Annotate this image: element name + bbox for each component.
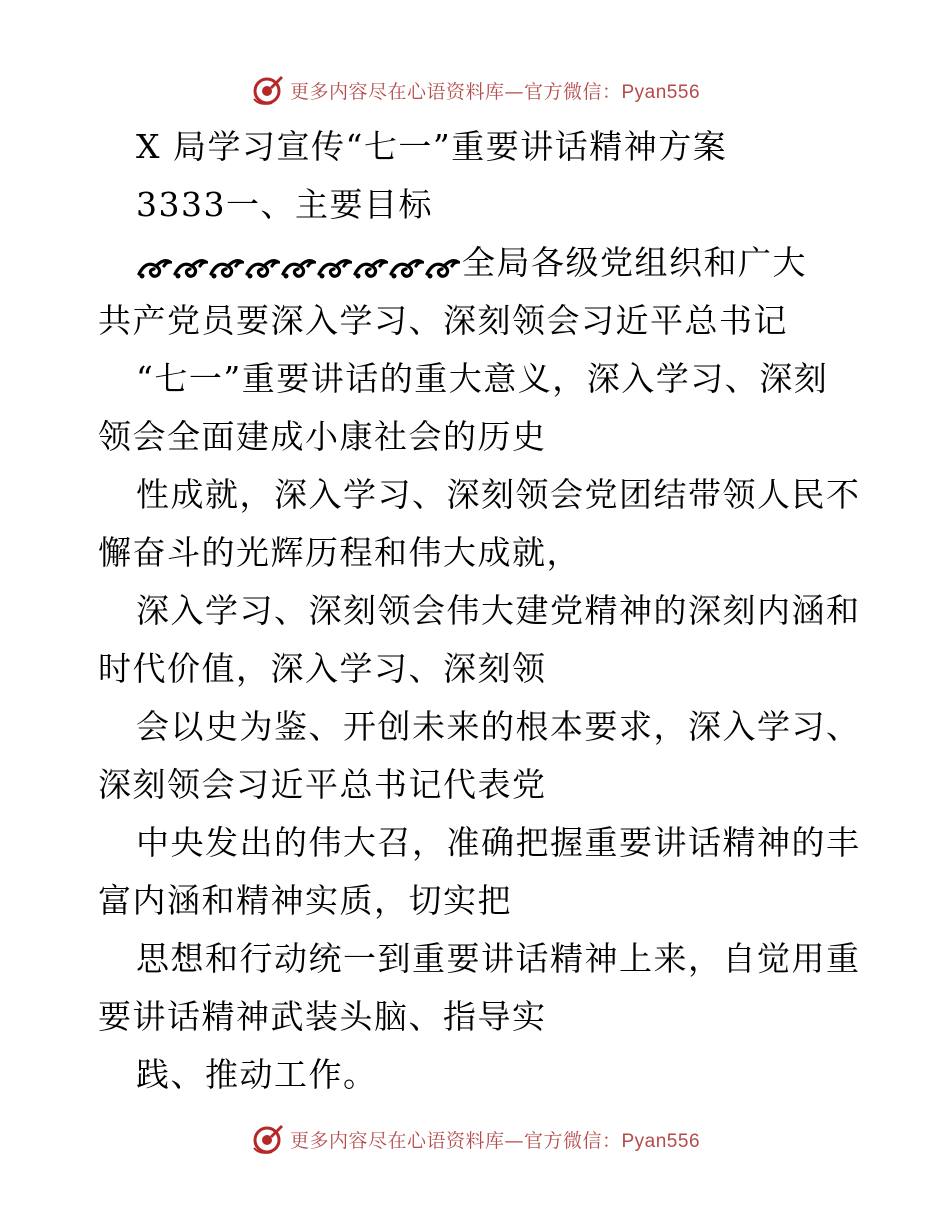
swirl-ornament-icon bbox=[424, 252, 460, 282]
paragraph-line: 深刻领会习近平总书记代表党 bbox=[98, 765, 547, 804]
swirl-ornament-icon bbox=[352, 252, 388, 282]
pen-logo-icon bbox=[250, 1122, 284, 1156]
paragraph-line: 懈奋斗的光辉历程和伟大成就， bbox=[98, 533, 581, 572]
swirl-ornament-icon bbox=[280, 252, 316, 282]
wechat-id: Pyan556 bbox=[621, 1130, 701, 1152]
swirl-ornament-icon bbox=[316, 252, 352, 282]
section-heading: 3333一、主要目标 bbox=[136, 185, 433, 224]
paragraph-line: 中央发出的伟大召，准确把握重要讲话精神的丰 bbox=[136, 823, 861, 862]
paragraph-line: 深入学习、深刻领会伟大建党精神的深刻内涵和 bbox=[136, 591, 861, 630]
paragraph-line: 时代价值，深入学习、深刻领 bbox=[98, 649, 547, 688]
footer-banner bbox=[0, 1119, 950, 1159]
paragraph-line: 会以史为鉴、开创未来的根本要求，深入学习、 bbox=[136, 707, 861, 746]
swirl-ornament-icon bbox=[208, 252, 244, 282]
swirl-ornament-icon bbox=[244, 252, 280, 282]
wechat-id: Pyan556 bbox=[621, 81, 701, 103]
paragraph-line: 思想和行动统一到重要讲话精神上来，自觉用重 bbox=[136, 939, 861, 978]
paragraph-line: 富内涵和精神实质，切实把 bbox=[98, 881, 512, 920]
paragraph-line: 要讲话精神武装头脑、指导实 bbox=[98, 997, 547, 1036]
document-body bbox=[98, 118, 861, 1104]
swirl-ornament-icon bbox=[136, 252, 172, 282]
paragraph-line: 性成就，深入学习、深刻领会党团结带领人民不 bbox=[136, 475, 861, 514]
swirl-ornament-icon bbox=[388, 252, 424, 282]
header-banner bbox=[0, 70, 950, 110]
paragraph-line: 践、推动工作。 bbox=[136, 1055, 378, 1094]
paragraph-line: 全局各级党组织和广大 bbox=[98, 234, 858, 292]
paragraph-line: 共产党员要深入学习、深刻领会习近平总书记 bbox=[98, 301, 788, 340]
banner-text: 更多内容尽在心语资料库—官方微信：Pyan556 bbox=[289, 80, 701, 103]
swirl-ornament-icon bbox=[172, 252, 208, 282]
paragraph-line: “七一”重要讲话的重大意义，深入学习、深刻 bbox=[136, 359, 829, 398]
banner-text: 更多内容尽在心语资料库—官方微信：Pyan556 bbox=[289, 1129, 701, 1152]
ornament-row bbox=[136, 236, 460, 294]
pen-logo-icon bbox=[250, 73, 284, 107]
paragraph-line: 领会全面建成小康社会的历史 bbox=[98, 417, 547, 456]
document-title: X 局学习宣传“七一”重要讲话精神方案 bbox=[136, 127, 728, 166]
